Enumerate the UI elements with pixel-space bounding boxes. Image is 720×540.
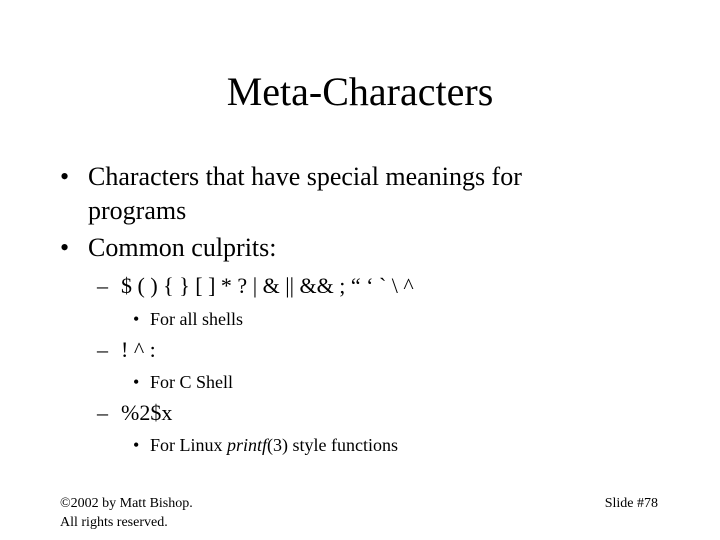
dash-icon: – xyxy=(97,273,108,298)
bullet-icon: • xyxy=(133,435,140,455)
bullet-item xyxy=(60,160,580,228)
note-prefix: For Linux xyxy=(150,435,228,455)
bullet-icon: • xyxy=(60,162,70,191)
sub-sub-item xyxy=(133,433,633,457)
bullet-icon: • xyxy=(60,233,70,262)
sub-sub-item xyxy=(133,307,633,331)
note-suffix: (3) style functions xyxy=(267,435,399,455)
sub-sub-item-text xyxy=(133,433,633,457)
sub-item xyxy=(97,399,657,427)
sub-item xyxy=(97,336,657,364)
bullet-icon: • xyxy=(133,372,140,392)
sub-sub-item-text: For C Shell xyxy=(150,372,234,392)
sub-sub-item xyxy=(133,370,633,394)
dash-icon: – xyxy=(97,337,108,362)
function-name: printf xyxy=(227,435,268,455)
sub-item-text: ! ^ : xyxy=(121,337,156,362)
sub-item xyxy=(97,272,657,300)
slide-title: Meta-Characters xyxy=(226,69,494,114)
sub-item-text: %2$x xyxy=(121,400,173,425)
bullet-item xyxy=(60,231,580,265)
slide-number: Slide #78 xyxy=(604,496,658,511)
sub-sub-item-text: For all shells xyxy=(150,309,243,329)
sub-item-text: $ ( ) { } [ ] * ? | & || && ; “ ‘ ` \ ^ xyxy=(121,273,414,298)
bullet-text: Common culprits: xyxy=(88,233,277,262)
bullet-icon: • xyxy=(133,309,140,329)
copyright-line: ©2002 by Matt Bishop. xyxy=(60,496,193,511)
bullet-text: Characters that have special meanings for programs xyxy=(88,162,522,225)
dash-icon: – xyxy=(97,400,108,425)
rights-line: All rights reserved. xyxy=(60,515,168,530)
footer-copyright xyxy=(60,494,193,532)
